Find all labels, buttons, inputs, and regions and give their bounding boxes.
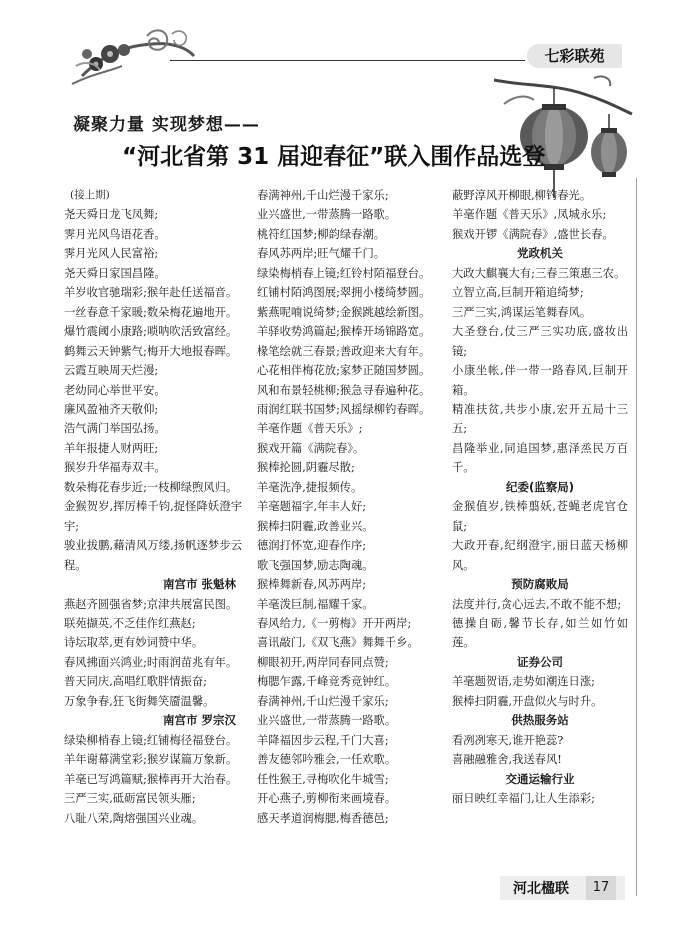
couplet-line: 羊岁收官驰瑞彩;猴年赴任送福音。: [64, 286, 238, 300]
page-edge-rule: [636, 178, 637, 896]
couplet-line: 羊毫题贺语,走势如潮连日涨;: [452, 675, 595, 689]
couplet-line: 春风苏两岸;旺气耀千门。: [257, 247, 386, 261]
couplet-line: 看冽冽寒天,谁开艳蕊?: [452, 733, 564, 747]
publication-name: 河北楹联: [513, 881, 569, 897]
couplet-line: 羊年报捷人财两旺;: [64, 441, 159, 455]
couplet-line: 猴岁升华福寿双丰。: [64, 461, 166, 475]
couplet-line: 霁月光风人民富裕;: [64, 247, 159, 261]
couplet-line: 尧天舜日龙飞凤舞;: [64, 208, 159, 222]
couplet-line: 昌隆举业,同追国梦,惠泽烝民万百千。: [452, 441, 628, 475]
couplet-line: 精准扶贫,共步小康,宏开五局十三五;: [452, 402, 628, 436]
couplet-line: 羊年谢幕满堂彩;猴岁谋篇万象新。: [64, 753, 238, 767]
couplet-line: 德操自砺,馨节长存,如兰如竹如莲。: [452, 616, 628, 650]
couplet-line: 春满神州,千山烂漫千家乐;: [257, 694, 389, 708]
page-number: 17: [586, 876, 616, 900]
couplet-line: 绿染梅梢春上镜;红铃村陌福登台。: [257, 266, 431, 280]
couplet-line: 廉风盈袖齐天敬仰;: [64, 402, 159, 416]
section-heading: 交通运输行业: [505, 771, 575, 786]
couplet-line: 爆竹震阈小康路;唢呐吹活致富经。: [64, 325, 238, 339]
kicker-headline: 凝聚力量 实现梦想——: [73, 115, 260, 135]
couplet-line: 桃符红国梦;柳韵绿春潮。: [257, 227, 386, 241]
couplet-line: 万象争春,狂飞街舞笑靥温馨。: [64, 694, 215, 708]
section-heading: 证券公司: [517, 654, 563, 669]
section-heading: 党政机关: [517, 246, 563, 261]
author-credit: 南宫市 罗宗汉: [162, 713, 236, 728]
couplet-line: 柳眼初开,两岸同春同点赞;: [257, 655, 389, 669]
couplet-line: 联苑撷英,不乏佳作红燕赵;: [64, 616, 196, 630]
section-heading: 供热服务站: [511, 713, 569, 728]
page-title: “河北省第 31 届迎春征”联入围作品选登: [122, 144, 546, 170]
couplet-line: 开心燕子,剪柳衔来画境春。: [257, 792, 397, 806]
couplet-line: 云霞互映周天烂漫;: [64, 364, 159, 378]
text-column-2: [257, 186, 437, 828]
couplet-line: 歌飞强国梦,励志陶魂。: [257, 558, 374, 572]
couplet-line: 椽笔绘就三春景;善政迎来大有年。: [257, 344, 431, 358]
couplet-line: 燕赵齐圆强省梦;京津共展富民图。: [64, 597, 238, 611]
text-column-1: [64, 186, 242, 828]
couplet-line: 立智立高,巨制开箱追绮梦;: [452, 286, 584, 300]
couplet-line: 猴戏开篇《满院春》。: [257, 441, 365, 455]
couplet-line: 任性猴王,寻梅吹化牛城雪;: [257, 772, 389, 786]
couplet-line: 紫燕呢喃说绮梦;金猴跳越绘新图。: [257, 305, 431, 319]
couplet-line: 金猴贺岁,挥厉棒千钧,捉怪降妖澄宇宇;: [64, 500, 242, 533]
section-heading: 预防腐败局: [511, 577, 569, 592]
couplet-line: 老幼同心举世平安。: [64, 383, 166, 397]
plum-blossom-ornament: [62, 26, 202, 92]
couplet-line: 尧天舜日家国昌隆。: [64, 266, 166, 280]
couplet-line: 风和布景轻桃柳;猴急寻春遍种花。: [257, 383, 431, 397]
section-tag: 七彩联苑: [527, 44, 622, 68]
couplet-line: 雨润红联书国梦;风摇绿柳钓春晖。: [257, 402, 431, 416]
couplet-line: 大圣登台,仗三严三实功底,盛妆出镜;: [452, 325, 628, 358]
couplet-line: 春满神州,千山烂漫千家乐;: [257, 189, 389, 202]
couplet-line: 羊毫作题《普天乐》,凤城永乐;: [452, 208, 607, 222]
couplet-line: 德润打怀宽,迎春作序;: [257, 539, 367, 553]
couplet-line: 梅腮乍露,千峰竞秀竞钟红。: [257, 675, 397, 689]
couplet-line: 猴棒扫阴霾,开盘似火与时升。: [452, 694, 603, 708]
couplet-line: 羊毫作题《普天乐》;: [257, 422, 363, 436]
couplet-line: 法度并行,贪心远去,不敢不能不想;: [452, 597, 622, 611]
couplet-line: 业兴盛世,一带蒸腾一路歌。: [257, 208, 397, 222]
couplet-line: 浩气满门举国弘扬。: [64, 422, 166, 436]
text-column-3: [452, 186, 628, 809]
couplet-line: 猴棒舞新春,风苏两岸;: [257, 578, 367, 592]
couplet-line: 霁月光风鸟语花香。: [64, 227, 166, 241]
couplet-line: 喜融融雅舍,我送春风!: [452, 753, 562, 767]
couplet-line: 春风拂面兴鸿业;时雨润苗兆有年。: [64, 655, 238, 669]
couplet-line: 羊降福因步云程,千门大喜;: [257, 733, 389, 747]
couplet-line: 骏业拔鹏,藉清风万缕,扬帆逐梦步云程。: [64, 539, 242, 572]
couplet-line: 喜讯敲门,《双飞燕》舞舞千乡。: [257, 636, 419, 650]
header-rule: [170, 60, 525, 61]
couplet-line: 猴棒扫阴霾,政善业兴。: [257, 519, 374, 533]
couplet-line: 金猴值岁,铁棒翦妖,苍蝇老虎官仓鼠;: [452, 500, 628, 533]
couplet-line: (接上期): [70, 189, 110, 201]
couplet-line: 小康坐帐,伴一带一路春风,巨制开箱。: [452, 364, 628, 397]
couplet-line: 羊毫题福字,年丰人好;: [257, 500, 367, 514]
couplet-line: 三严三实,鸿谋运笔舞春风。: [452, 305, 592, 319]
couplet-line: 猴棒抡圆,阴霾尽散;: [257, 461, 355, 475]
couplet-line: 猴戏开锣《满院春》,盛世长春。: [452, 227, 614, 241]
couplet-line: 羊驿收势鸿篇起;猴棒开场锦路宽。: [257, 325, 431, 339]
couplet-line: 数朵梅花春步近;一枝柳绿煦风归。: [64, 480, 238, 494]
author-credit: 南宫市 张魁林: [162, 577, 236, 592]
couplet-line: 羊毫泼巨制,福耀千家。: [257, 597, 374, 611]
couplet-line: 心花相伴梅花放;家梦正随国梦圆。: [257, 364, 431, 378]
couplet-line: 普天同庆,高唱红歌胖情振奋;: [64, 675, 207, 689]
couplet-line: 羊毫已写鸿篇赋;猴棒再开大治春。: [64, 772, 238, 786]
section-heading: 纪委(监察局): [505, 479, 574, 494]
couplet-line: 羊毫洗净,捷报频传。: [257, 480, 363, 494]
couplet-line: 大政大麒襄大有;三春三策惠三农。: [452, 266, 626, 280]
couplet-line: 大政开春,纪纲澄宇,丽日蓝天杨柳风。: [452, 539, 628, 572]
couplet-line: 感天孝道润梅腮,梅香德邑;: [257, 811, 389, 825]
couplet-line: 善友德邻吟雅会,一任欢歌。: [257, 753, 397, 767]
couplet-line: 春风给力,《一剪梅》开开两岸;: [257, 616, 412, 630]
couplet-line: 丽日映红幸福门,让人生添彩;: [452, 792, 595, 806]
couplet-line: 八耻八荣,陶熔强国兴业魂。: [64, 811, 204, 825]
couplet-line: 鹤舞云天钟紫气;梅开大地报春晖。: [64, 344, 238, 358]
couplet-line: 一丝春意千家暖;数朵梅花遍地开。: [64, 305, 238, 319]
couplet-line: 业兴盛世,一带蒸腾一路歌。: [257, 714, 397, 728]
couplet-line: 绿染柳梢春上镜;红铺梅径福登台。: [64, 733, 238, 747]
couplet-line: 诗坛取萃,更有妙词赞中华。: [64, 636, 204, 650]
couplet-line: 三严三实,砥砺富民领头雁;: [64, 792, 196, 806]
couplet-line: 红铺村陌鸿图展;翠拥小楼绮梦圆。: [257, 286, 431, 300]
couplet-line: 蔽野淳风开柳眼,柳钓春光。: [452, 189, 592, 202]
